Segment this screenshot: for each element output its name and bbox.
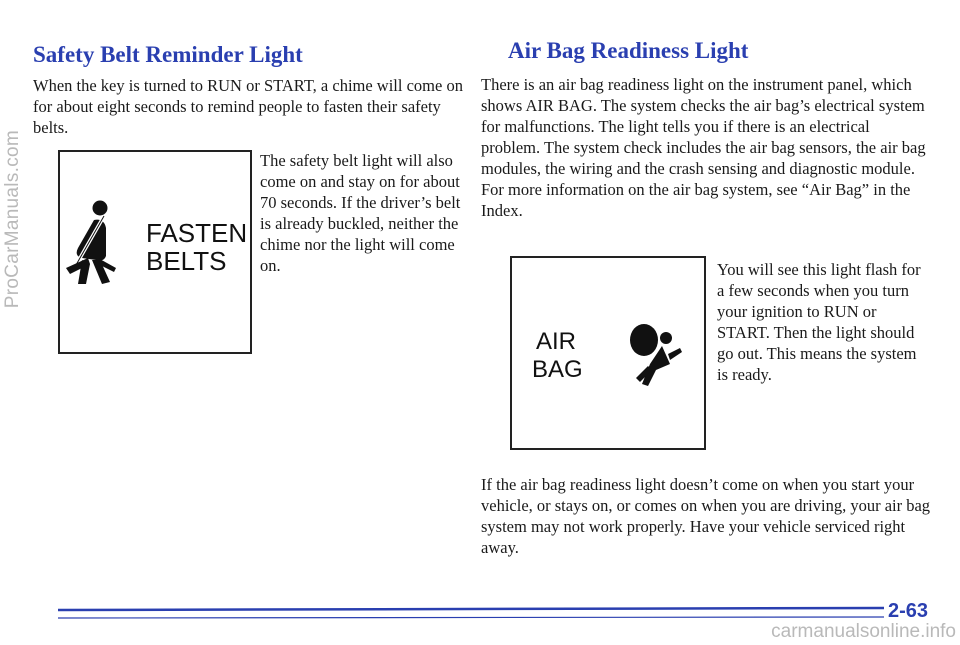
bottom-watermark: carmanualsonline.info [771,621,956,642]
seatbelt-person-icon [64,198,122,288]
air-bag-heading: Air Bag Readiness Light [508,38,749,63]
fasten-belts-indicator-box [58,150,252,354]
safety-belt-side-text: The safety belt light will also come on and stay on for about 70 seconds. If the driver’s belt is already buckled, neither the chime nor the light will come on. [260,151,461,275]
air-bag-indicator-box [510,256,706,450]
bag-label: BAG [532,356,583,383]
footer-rule [58,606,884,622]
side-watermark: ProCarManuals.com [2,130,23,309]
belts-label: BELTS [146,246,227,276]
air-bag-intro: There is an air bag readiness light on the instrument panel, which shows AIR BAG. The system checks the air bag’s electrical system for malfunctions. The light tells you if there is an electrical problem. The system check includes the air bag sensors, the air bag modules, the wiring and the crash sensing and diagnostic module. For more information on the air bag system, see “Air Bag” in the Index. [481,75,926,220]
safety-belt-intro: When the key is turned to RUN or START, a chime will come on for about eight seconds to remind people to fasten their safety belts. [33,76,463,137]
page-number: 2-63 [887,600,928,622]
air-label: AIR [536,328,577,355]
fasten-label: FASTEN [146,218,248,248]
air-bag-closing: If the air bag readiness light doesn’t come on when you start your vehicle, or stays on, or comes on when you are driving, your air bag system may not work properly. Have your vehicle serviced right away. [481,475,931,557]
air-bag-occupant-icon [626,324,684,390]
air-bag-side-text: You will see this light flash for a few seconds when you turn your ignition to RUN or START. Then the light should go out. This means the system is ready. [717,260,921,384]
safety-belt-heading: Safety Belt Reminder Light [33,42,303,67]
